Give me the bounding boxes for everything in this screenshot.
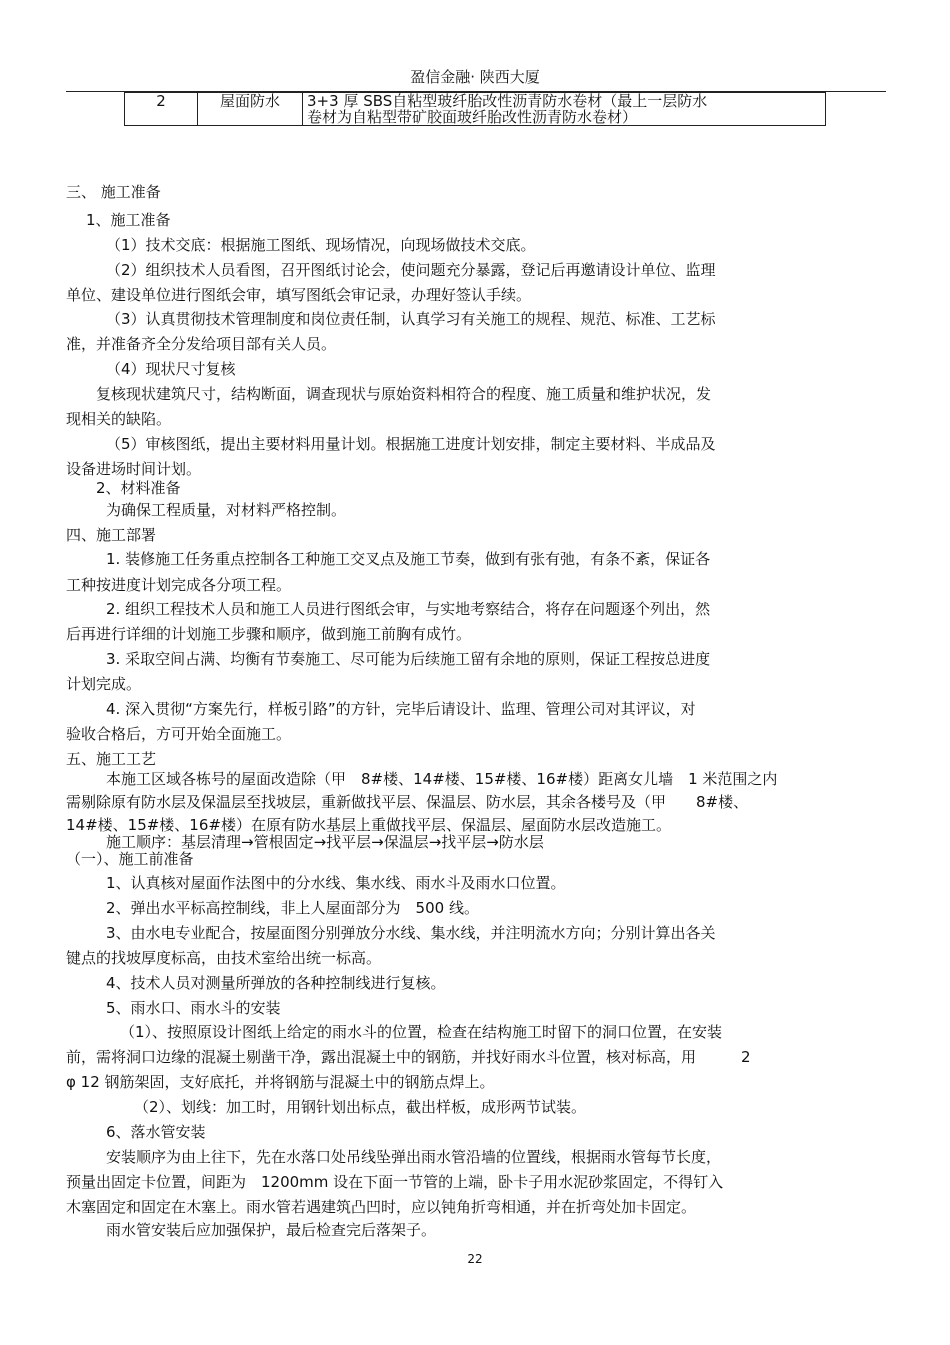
paragraph-line: 前，需将洞口边缘的混凝土剔凿干净，露出混凝土中的钢筋，并找好雨水斗位置，核对标高，用 2 <box>66 1048 751 1066</box>
paragraph-line: 4. 深入贯彻“方案先行，样板引路”的方针，完毕后请设计、监理、管理公司对其评议，对 <box>106 700 696 718</box>
paragraph-line: 单位、建设单位进行图纸会审，填写图纸会审记录，办理好签认手续。 <box>66 286 532 304</box>
paragraph-line: （2）组织技术人员看图，召开图纸讨论会，使问题充分暴露，登记后再邀请设计单位、监理 <box>106 261 716 279</box>
paragraph-line: 1. 装修施工任务重点控制各工种施工交叉点及施工节奏，做到有张有弛，有条不紊，保证各 <box>106 550 711 568</box>
paragraph-line: （1）、按照原设计图纸上给定的雨水斗的位置，检查在结构施工时留下的洞口位置，在安装 <box>120 1023 723 1041</box>
table-cell-desc <box>303 93 826 126</box>
paragraph-line: 设备进场时间计划。 <box>66 460 202 478</box>
paragraph-line: 1、认真核对屋面作法图中的分水线、集水线、雨水斗及雨水口位置。 <box>106 874 566 892</box>
paragraph-line: 5、雨水口、雨水斗的安装 <box>106 999 281 1017</box>
paragraph-line: 复核现状建筑尺寸，结构断面，调查现状与原始资料相符合的程度、施工质量和维护状况，发 <box>96 385 712 403</box>
subsection-heading: 6、落水管安装 <box>106 1123 206 1141</box>
paragraph-line: 本施工区域各栋号的屋面改造除（甲 8#楼、14#楼、15#楼、16#楼）距离女儿墙 1 米范围之内 <box>106 770 778 788</box>
subsection-heading: 2、材料准备 <box>96 479 181 497</box>
page-number: 22 <box>467 1252 483 1266</box>
paragraph-line: 施工顺序：基层清理→管根固定→找平层→保温层→找平层→防水层 <box>106 833 544 851</box>
table-cell-no: 2 <box>125 93 198 126</box>
paragraph-line: 准，并准备齐全分发给项目部有关人员。 <box>66 335 337 353</box>
paragraph-line: 预量出固定卡位置，间距为 1200mm 设在下面一节管的上端，卧卡子用水泥砂浆固定，不得钉入 <box>66 1173 724 1191</box>
paragraph-line: 3. 采取空间占满、均衡有节奏施工、尽可能为后续施工留有余地的原则，保证工程按总进度 <box>106 650 711 668</box>
paragraph-line: 2. 组织工程技术人员和施工人员进行图纸会审，与实地考察结合，将存在问题逐个列出，然 <box>106 600 711 618</box>
paragraph-line: 计划完成。 <box>66 675 142 693</box>
paragraph-line: 工种按进度计划完成各分项工程。 <box>66 576 292 594</box>
subsection-heading: 1、施工准备 <box>86 211 171 229</box>
page-header: 盈信金融· 陕西大厦 <box>410 68 540 86</box>
paragraph-line: （2）、划线：加工时，用钢针划出标点，截出样板，成形两节试装。 <box>134 1098 587 1116</box>
paragraph-line: 现相关的缺陷。 <box>66 410 172 428</box>
paragraph-line: 14#楼、15#楼、16#楼）在原有防水基层上重做找平层、保温层、屋面防水层改造施工。 <box>66 816 671 834</box>
paragraph-line: 雨水管安装后应加强保护，最后检查完后落架子。 <box>106 1221 437 1239</box>
paragraph-line: 安装顺序为由上往下，先在水落口处吊线坠弹出雨水管沿墙的位置线，根据雨水管每节长度， <box>106 1148 722 1166</box>
paragraph-line: 需剔除原有防水层及保温层至找坡层，重新做找平层、保温层、防水层，其余各楼号及（甲 8#楼、 <box>66 793 749 811</box>
materials-table <box>124 92 826 126</box>
paragraph-line: 后再进行详细的计划施工步骤和顺序，做到施工前胸有成竹。 <box>66 625 472 643</box>
desc-line: 3+3 厚 SBS自粘型玻纤胎改性沥青防水卷材（最上一层防水 <box>307 92 708 110</box>
paragraph-line: 键点的找坡厚度标高，由技术室给出统一标高。 <box>66 949 382 967</box>
paragraph-line: 为确保工程质量，对材料严格控制。 <box>106 501 347 519</box>
paragraph-line: （1）技术交底：根据施工图纸、现场情况，向现场做技术交底。 <box>106 236 536 254</box>
paragraph-line: φ 12 钢筋架固，支好底托，并将钢筋与混凝土中的钢筋点焊上。 <box>66 1073 495 1091</box>
table-cell-item: 屋面防水 <box>198 93 303 126</box>
paragraph-line: 验收合格后，方可开始全面施工。 <box>66 725 292 743</box>
paragraph-line: 2、弹出水平标高控制线，非上人屋面部分为 500 线。 <box>106 899 479 917</box>
paragraph-line: 3、由水电专业配合，按屋面图分别弹放分水线、集水线，并注明流水方向；分别计算出各关 <box>106 924 716 942</box>
section-heading: 三、 施工准备 <box>66 183 161 201</box>
table-row <box>125 93 826 126</box>
paragraph-line: （4）现状尺寸复核 <box>106 360 236 378</box>
subsection-heading: （一）、施工前准备 <box>66 850 194 868</box>
paragraph-line: 木塞固定和固定在木塞上。雨水管若遇建筑凸凹时，应以钝角折弯相通，并在折弯处加卡固定。 <box>66 1198 697 1216</box>
desc-line: 卷材为自粘型带矿胶面玻纤胎改性沥青防水卷材） <box>307 108 638 126</box>
paragraph-line: （5）审核图纸，提出主要材料用量计划。根据施工进度计划安排，制定主要材料、半成品及 <box>106 435 716 453</box>
section-heading: 四、施工部署 <box>66 526 157 544</box>
paragraph-line: （3）认真贯彻技术管理制度和岗位责任制，认真学习有关施工的规程、规范、标准、工艺标 <box>106 310 716 328</box>
paragraph-line: 4、技术人员对测量所弹放的各种控制线进行复核。 <box>106 974 446 992</box>
section-heading: 五、施工工艺 <box>66 750 157 768</box>
